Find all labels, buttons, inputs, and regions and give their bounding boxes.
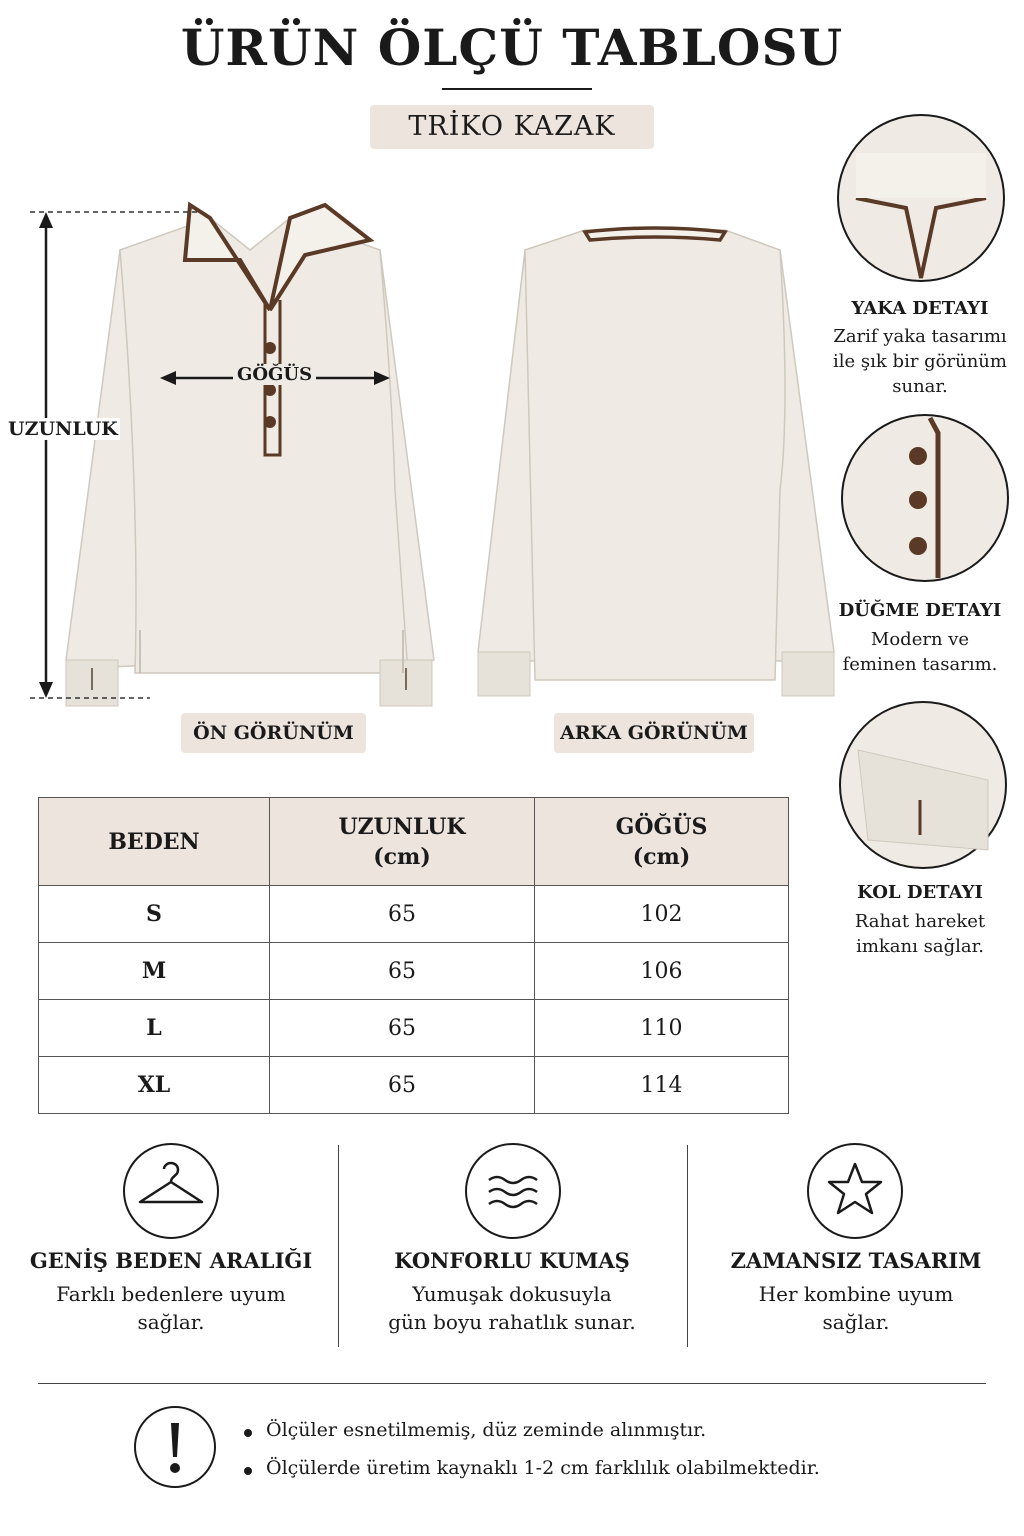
sleeve-detail-text (820, 909, 1020, 959)
note-bullet (244, 1467, 252, 1475)
table-row (39, 943, 789, 1000)
button-detail-text (820, 627, 1020, 677)
header-chest: GÖĞÜS (cm) (535, 798, 789, 886)
size-table (38, 797, 789, 1114)
header-length: UZUNLUK (cm) (270, 798, 535, 886)
back-garment-illustration (470, 190, 850, 710)
button-detail-image (840, 413, 1010, 583)
table-row (39, 1057, 789, 1114)
table-row (39, 1000, 789, 1057)
front-view-caption: ÖN GÖRÜNÜM (181, 713, 366, 753)
sleeve-detail-title: KOL DETAYI (857, 882, 983, 903)
table-row (39, 886, 789, 943)
feature-2-title: KONFORLU KUMAŞ (394, 1248, 630, 1273)
size-cell: XL (39, 1057, 270, 1114)
star-icon (806, 1142, 904, 1240)
notes-divider (38, 1383, 986, 1384)
feature-1-line-1: Farklı bedenlere uyum (56, 1282, 286, 1306)
back-view-caption: ARKA GÖRÜNÜM (554, 713, 754, 753)
note-bullet (244, 1429, 252, 1437)
feature-2-line-2: gün boyu rahatlık sunar. (388, 1310, 636, 1334)
chest-cell: 114 (535, 1057, 789, 1114)
sleeve-detail-image (838, 700, 1008, 870)
length-cell: 65 (270, 943, 535, 1000)
note-2: Ölçülerde üretim kaynaklı 1-2 cm farklılık olabilmektedir. (266, 1457, 820, 1479)
waves-icon (464, 1142, 562, 1240)
back-body (525, 230, 785, 680)
feature-divider (338, 1145, 339, 1347)
page-title: ÜRÜN ÖLÇÜ TABLOSU (180, 18, 844, 77)
collar-detail-image (836, 113, 1006, 283)
title-divider (442, 88, 592, 90)
size-cell: M (39, 943, 270, 1000)
length-cell: 65 (270, 1057, 535, 1114)
chest-label: GÖĞÜS (233, 364, 316, 385)
feature-divider (687, 1145, 688, 1347)
front-button-2 (264, 384, 276, 396)
warning-icon (133, 1405, 217, 1489)
back-collar (585, 228, 725, 240)
length-cell: 65 (270, 886, 535, 943)
chest-cell: 102 (535, 886, 789, 943)
feature-1-title: GENİŞ BEDEN ARALIĞI (29, 1248, 313, 1273)
collar-detail-line-2: ile şık bir görünüm (833, 351, 1007, 372)
feature-3-title: ZAMANSIZ TASARIM (730, 1248, 982, 1273)
length-label: UZUNLUK (8, 418, 118, 440)
chest-cell: 106 (535, 943, 789, 1000)
length-cell: 65 (270, 1000, 535, 1057)
front-garment-illustration (0, 190, 500, 720)
collar-detail-line-1: Zarif yaka tasarımı (833, 326, 1007, 347)
note-1: Ölçüler esnetilmemiş, düz zeminde alınmıştır. (266, 1419, 707, 1441)
front-button-1 (264, 342, 276, 354)
size-cell: L (39, 1000, 270, 1057)
feature-2-text (362, 1280, 662, 1336)
feature-3-line-2: sağlar. (822, 1310, 890, 1334)
feature-1-line-2: sağlar. (137, 1310, 205, 1334)
feature-3-text (706, 1280, 1006, 1336)
collar-detail-line-3: sunar. (892, 376, 948, 397)
sleeve-detail-line-1: Rahat hareket (854, 911, 986, 932)
size-table-header-row (39, 798, 789, 886)
hanger-icon (122, 1142, 220, 1240)
button-detail-title: DÜĞME DETAYI (838, 600, 1002, 621)
collar-detail-title: YAKA DETAYI (851, 298, 989, 319)
front-button-3 (264, 416, 276, 428)
feature-1-text (21, 1280, 321, 1336)
collar-detail-text (820, 324, 1020, 399)
button-detail-line-2: feminen tasarım. (842, 654, 998, 675)
size-cell: S (39, 886, 270, 943)
feature-2-line-1: Yumuşak dokusuyla (412, 1282, 612, 1306)
button-detail-line-1: Modern ve (870, 629, 970, 650)
back-left-cuff (478, 652, 530, 696)
chest-cell: 110 (535, 1000, 789, 1057)
product-subtitle: TRİKO KAZAK (370, 105, 654, 149)
sleeve-detail-line-2: imkanı sağlar. (856, 936, 984, 957)
feature-3-line-1: Her kombine uyum (758, 1282, 954, 1306)
header-size: BEDEN (39, 798, 270, 886)
